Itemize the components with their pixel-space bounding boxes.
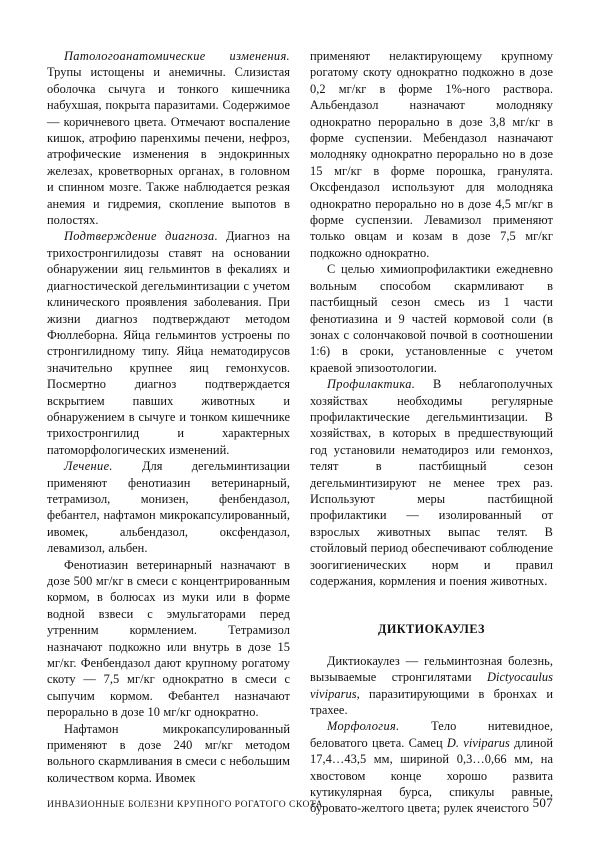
paragraph-body-part: , паразитирующими в бронхах и трахее. [310,686,553,718]
paragraph-pathological-changes [47,48,290,228]
runin-heading-treatment: Лечение. [64,459,113,474]
scientific-name: Dictyocaulus viviparus [310,670,553,701]
paragraph-dictyocaulosis-definition [310,653,553,719]
runin-heading-diagnosis-confirmation: Подтверждение диагноза. [64,229,219,244]
paragraph-body: В неблагополучных хозяйствах необходимы регулярные профилактические дегельминтизации. В хозяйствах, в которых в предшествующий год установили нематодироз или гемонхоз, телят в пастбищный сезон дегельминтизируют не менее трех раз. Используют меры пастбищной профилактики — изолированный от взрослых животных выпас телят. В стойловый период обеспечивают соблюдение зоогигиенических норм и правил содержания, кормления и поения животных. [310,377,553,588]
paragraph-naphthamon-dosage [47,721,290,787]
paragraph-body: Нафтамон микрокапсулированный применяют в дозе 240 мг/кг методом вольного скармливания в смеси с небольшим количеством корма. Ивомек [47,721,290,785]
paragraph-body: Трупы истощены и анемичны. Слизистая оболочка сычуга и тонкого кишечника набухшая, покрыта паразитами. Содержимое — коричневого цвета. Отмечают воспаление кишок, атрофию паренхимы печени, нефроз, атрофические изменения в эндокринных железах, кроветворных органах, в головном и спинном мозге. Также наблюдается резкая анемия и гидремия, скопление выпотов в полостях. [47,65,290,228]
page-footer [47,795,553,811]
left-column [47,48,290,786]
paragraph-body: С целью химиопрофилактики ежедневно вольным способом скармливают в пастбищный сезон смесь из 1 части фенотиазина и 9 частей кормовой соли (в зонах с солончаковой почвой в соотношении 1:6) в сроки, установленные с учетом краевой эпизоотологии. [310,262,553,375]
paragraph-body: Диагноз на трихостронгилидозы ставят на основании обнаружении яиц гельминтов в фекалиях и диагностической дегельминтизации с учетом клинического проявления заболевания. При жизни диагноз подтверждают методом Фюллеборна. Яйца гельминтов устроены по стронгилидному типу. Яйца нематодирусов значительно крупнее яиц гемонхусов. Посмертно диагноз подтверждается вскрытием павших животных и обнаружением в сычуге и тонком кишечнике трихостронгилид и характерных патоморфологических изменений. [47,229,290,457]
paragraph-body: применяют нелактирующему крупному рогатому скоту однократно подкожно в дозе 0,2 мг/кг в форме 1%-ного раствора. Альбендазол назначают молодняку однократно перорально в дозе 3,8 мг/кг в форме суспензии. Мебендазол назначают молодняку однократно перорально но в дозе 15 мг/кг в форме порошка, гранулята. Оксфендазол используют для молодняка однократно перорально но в дозе 4,5 мг/кг в форме суспензии. Левамизол применяют только овцам и козам в дозе 7,5 мг/кг подкожно однократно. [310,49,553,260]
paragraph-prophylaxis [310,376,553,589]
paragraph-chemoprophylaxis [310,261,553,376]
section-heading-dictyocaulosis: ДИКТИОКАУЛЕЗ [378,622,485,637]
runin-heading-prophylaxis: Профилактика. [327,377,416,392]
paragraph-body-part: длиной 17,4…43,5 мм, шириной 0,3…0,66 мм, на хвостовом конце хорошо развита кутикулярная бурса, спикулы равные, буровато-желтого цвета; рулек ячеистого [310,735,553,816]
paragraph-treatment [47,458,290,556]
paragraph-body: Фенотиазин ветеринарный назначают в дозе 500 мг/кг в смеси с концентрированным кормом, в болюсах из муки или в форме водной взвеси с эмульгаторами перед утренним кормлением. Тетрамизол назначают подкожно или внутрь в дозе 15 мг/кг. Фенбендазол дают крупному рогатому скоту — 7,5 мг/кг однократно в смеси с сыпучим кормом. Фебантел назначают перорально в дозе 10 мг/кг однократно. [47,557,290,720]
runin-heading-morphology: Морфология. [327,719,400,734]
paragraph-body: Для дегельминтизации применяют фенотиазин ветеринарный, тетрамизол, монизен, фенбендазол, фебантел, нафтамон микрокапсулированный, ивомек, альбендазол, оксфендазол, левамизол, альбен. [47,459,290,556]
paragraph-body-part: Тело нитевидное, беловатого цвета. Самец [310,719,553,750]
paragraph-diagnosis-confirmation [47,228,290,458]
page-number: 507 [532,795,553,810]
paragraph-phenothiazine-dosage [47,557,290,721]
right-column [310,48,553,817]
scientific-name-abbrev: D. viviparus [446,735,510,750]
paragraph-body-part: Диктиокаулез — гельминтозная болезнь, вызываемые стронгилятами [310,653,553,685]
paragraph-ivomec-continuation [310,48,553,261]
runin-heading-pathological-changes: Патологоанатомические изменения. [64,49,290,63]
running-header-text: ИНВАЗИОННЫЕ БОЛЕЗНИ КРУПНОГО РОГАТОГО СКОТА [47,799,324,810]
